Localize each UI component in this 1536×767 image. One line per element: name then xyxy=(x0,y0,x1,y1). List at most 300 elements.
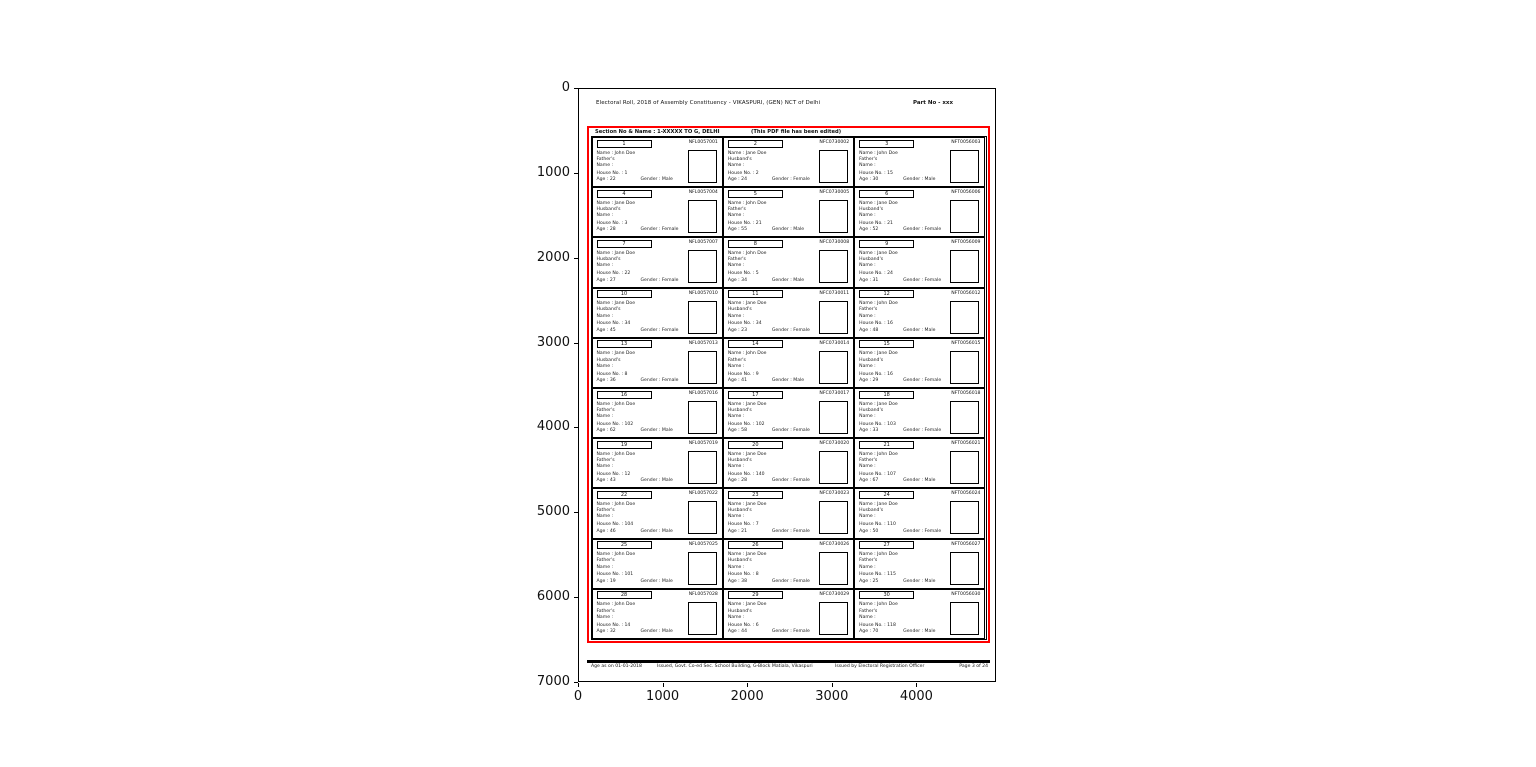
relation-label-line2: Name : xyxy=(596,363,614,369)
footer-divider xyxy=(587,660,990,663)
relation-label-line2: Name : xyxy=(727,213,745,219)
relation-label-line1: Husband's xyxy=(859,407,884,413)
voter-details xyxy=(728,301,820,334)
gender-value: Gender : Male xyxy=(640,578,673,584)
voter-record-cell xyxy=(592,237,723,287)
age-value: Age : 67 xyxy=(859,478,879,484)
x-axis-tick-mark xyxy=(578,683,579,687)
voter-name-line: Name : John Doe xyxy=(596,552,636,558)
relation-label-line1: Father's xyxy=(859,457,878,463)
voter-name-line: Name : Jane Doe xyxy=(727,552,767,558)
serial-number-box: 5 xyxy=(728,190,783,198)
epic-number: NFT0056009 xyxy=(951,240,981,246)
age-gender-line xyxy=(597,177,689,183)
gender-value: Gender : Female xyxy=(903,528,942,534)
voter-details xyxy=(728,351,820,384)
gender-value: Gender : Female xyxy=(640,277,679,283)
age-value: Age : 25 xyxy=(859,578,879,584)
voter-name-line: Name : John Doe xyxy=(859,602,898,608)
age-gender-line xyxy=(728,227,820,233)
section-header-strip xyxy=(591,129,985,137)
voter-name-line: Name : Jane Doe xyxy=(859,351,898,357)
relation-label-line1: Father's xyxy=(727,257,746,263)
age-gender-line xyxy=(728,579,820,585)
relation-label-line2: Name : xyxy=(596,514,614,520)
age-gender-line xyxy=(597,227,689,233)
voter-record-cell xyxy=(592,137,723,187)
age-value: Age : 33 xyxy=(859,428,879,434)
voter-name-line: Name : John Doe xyxy=(596,451,636,457)
voter-details xyxy=(597,502,689,535)
epic-number: NFT0056012 xyxy=(951,290,981,296)
relation-label-line2: Name : xyxy=(859,263,876,269)
house-number-line: House No. : 34 xyxy=(596,321,631,327)
voter-photo-placeholder xyxy=(688,451,717,484)
house-number-line: House No. : 21 xyxy=(727,221,762,227)
voter-photo-placeholder xyxy=(950,301,979,334)
epic-number: NFL0057022 xyxy=(688,491,718,497)
serial-number-box: 3 xyxy=(859,140,914,148)
epic-number: NFC0730002 xyxy=(819,140,850,145)
voter-photo-placeholder xyxy=(819,250,848,283)
house-number-line: House No. : 5 xyxy=(727,271,759,277)
relation-label-line1: Father's xyxy=(859,307,878,313)
epic-number: NFC0730026 xyxy=(819,541,850,547)
y-axis-tick-label: 2000 xyxy=(536,249,570,265)
gender-value: Gender : Male xyxy=(903,327,936,333)
voter-name-line: Name : Jane Doe xyxy=(596,200,636,206)
y-axis-tick-label: 1000 xyxy=(536,164,570,180)
x-axis-tick-label: 4000 xyxy=(899,689,933,704)
age-value: Age : 34 xyxy=(727,277,748,283)
serial-number-box: 18 xyxy=(859,391,914,399)
house-number-line: House No. : 3 xyxy=(596,221,628,227)
voter-record-cell xyxy=(854,137,985,187)
voter-photo-placeholder xyxy=(819,451,848,484)
age-gender-line xyxy=(859,177,951,183)
x-axis-tick-mark xyxy=(663,683,664,687)
house-number-line: House No. : 7 xyxy=(727,522,759,528)
epic-number: NFC0730005 xyxy=(819,190,850,196)
relation-label-line1: Husband's xyxy=(727,508,752,514)
voter-details xyxy=(859,452,951,485)
voter-photo-placeholder xyxy=(950,552,979,585)
age-gender-line xyxy=(859,629,951,635)
house-number-line: House No. : 6 xyxy=(727,622,759,628)
x-axis-tick-label: 2000 xyxy=(730,689,764,704)
voter-name-line: Name : John Doe xyxy=(859,552,898,558)
gender-value: Gender : Male xyxy=(903,578,936,584)
age-value: Age : 45 xyxy=(596,327,616,333)
relation-label-line1: Father's xyxy=(859,558,878,564)
age-gender-line xyxy=(728,177,820,183)
voter-record-cell xyxy=(592,488,723,538)
relation-label-line2: Name : xyxy=(859,163,876,169)
voter-photo-placeholder xyxy=(950,150,979,183)
voter-name-line: Name : Jane Doe xyxy=(727,501,767,507)
epic-number: NFC0730020 xyxy=(819,441,850,447)
page-footer xyxy=(587,664,990,672)
age-value: Age : 28 xyxy=(727,478,748,484)
voter-details xyxy=(859,351,951,384)
edited-note-label: (This PDF file has been edited) xyxy=(751,129,842,135)
gender-value: Gender : Male xyxy=(640,428,673,434)
relation-label-line2: Name : xyxy=(596,464,614,470)
voter-details xyxy=(597,301,689,334)
voter-record-cell xyxy=(723,137,854,187)
relation-label-line2: Name : xyxy=(727,313,745,319)
relation-label-line2: Name : xyxy=(596,614,614,620)
voter-record-cell xyxy=(854,388,985,438)
age-gender-line xyxy=(728,278,820,284)
voter-name-line: Name : John Doe xyxy=(727,200,767,206)
gender-value: Gender : Female xyxy=(771,578,810,584)
serial-number-box: 10 xyxy=(597,290,652,298)
house-number-line: House No. : 8 xyxy=(596,371,628,377)
voter-name-line: Name : Jane Doe xyxy=(727,301,767,307)
age-value: Age : 32 xyxy=(596,628,616,634)
voter-record-cell xyxy=(592,338,723,388)
voter-details xyxy=(859,301,951,334)
epic-number: NFT0056024 xyxy=(951,491,981,497)
house-number-line: House No. : 1 xyxy=(596,170,628,176)
age-gender-line xyxy=(728,328,820,334)
voter-photo-placeholder xyxy=(688,602,717,635)
epic-number: NFC0730014 xyxy=(819,340,850,346)
gender-value: Gender : Male xyxy=(903,478,936,484)
voter-name-line: Name : John Doe xyxy=(596,501,636,507)
gender-value: Gender : Female xyxy=(903,227,942,233)
age-gender-line xyxy=(728,428,820,434)
voter-details xyxy=(859,402,951,435)
voter-photo-placeholder xyxy=(688,250,717,283)
house-number-line: House No. : 107 xyxy=(859,472,896,478)
voter-details xyxy=(597,151,689,184)
age-gender-line xyxy=(859,378,951,384)
voter-record-cell xyxy=(592,539,723,589)
voter-details xyxy=(859,151,951,184)
relation-label-line1: Husband's xyxy=(727,457,752,463)
serial-number-box: 19 xyxy=(597,441,652,449)
voter-name-line: Name : John Doe xyxy=(859,301,898,307)
serial-number-box: 25 xyxy=(597,541,652,549)
voter-details xyxy=(597,251,689,284)
epic-number: NFT0056021 xyxy=(951,441,981,447)
voter-details xyxy=(728,452,820,485)
age-gender-line xyxy=(859,529,951,535)
relation-label-line1: Husband's xyxy=(596,257,621,263)
x-axis-tick-mark xyxy=(916,683,917,687)
epic-number: NFT0056018 xyxy=(951,391,981,396)
voter-photo-placeholder xyxy=(950,351,979,384)
voter-record-cell xyxy=(592,388,723,438)
age-gender-line xyxy=(859,579,951,585)
house-number-line: House No. : 24 xyxy=(859,271,893,277)
voter-record-cell xyxy=(854,187,985,237)
voter-name-line: Name : John Doe xyxy=(596,150,636,156)
voter-photo-placeholder xyxy=(688,501,717,534)
voter-name-line: Name : Jane Doe xyxy=(727,451,767,457)
relation-label-line1: Father's xyxy=(596,508,615,514)
voter-details xyxy=(728,201,820,234)
voter-photo-placeholder xyxy=(950,451,979,484)
age-value: Age : 27 xyxy=(596,277,616,283)
voter-record-cell xyxy=(592,187,723,237)
serial-number-box: 11 xyxy=(728,290,783,298)
voter-name-line: Name : John Doe xyxy=(859,451,898,457)
voter-record-cell xyxy=(723,438,854,488)
relation-label-line2: Name : xyxy=(727,464,745,470)
x-axis-tick-mark xyxy=(747,683,748,687)
voter-details xyxy=(728,251,820,284)
voter-record-cell xyxy=(854,438,985,488)
voter-grid xyxy=(591,136,987,640)
voter-photo-placeholder xyxy=(819,301,848,334)
serial-number-box: 15 xyxy=(859,340,914,348)
voter-name-line: Name : John Doe xyxy=(596,401,636,407)
age-gender-line xyxy=(728,629,820,635)
epic-number: NFC0730023 xyxy=(819,491,850,497)
relation-label-line1: Father's xyxy=(596,608,615,614)
relation-label-line1: Father's xyxy=(596,558,615,564)
age-value: Age : 41 xyxy=(727,377,748,383)
relation-label-line2: Name : xyxy=(596,564,614,570)
serial-number-box: 29 xyxy=(728,591,783,599)
voter-record-cell xyxy=(854,338,985,388)
epic-number: NFL0057016 xyxy=(688,391,718,396)
epic-number: NFL0057010 xyxy=(688,290,718,296)
gender-value: Gender : Male xyxy=(771,277,805,283)
epic-number: NFC0730008 xyxy=(819,240,850,246)
house-number-line: House No. : 101 xyxy=(596,572,634,578)
voter-record-cell xyxy=(723,237,854,287)
serial-number-box: 27 xyxy=(859,541,914,549)
y-axis-tick-label: 6000 xyxy=(536,589,570,605)
age-value: Age : 19 xyxy=(596,578,616,584)
voter-details xyxy=(859,251,951,284)
plot-area xyxy=(578,88,996,682)
relation-label-line2: Name : xyxy=(859,464,876,470)
age-gender-line xyxy=(859,428,951,434)
relation-label-line2: Name : xyxy=(596,213,614,219)
gender-value: Gender : Female xyxy=(771,528,810,534)
house-number-line: House No. : 140 xyxy=(727,472,765,478)
epic-number: NFT0056015 xyxy=(951,340,981,346)
age-value: Age : 23 xyxy=(727,327,748,333)
voter-name-line: Name : John Doe xyxy=(596,602,636,608)
relation-label-line2: Name : xyxy=(727,614,745,620)
voter-name-line: Name : John Doe xyxy=(727,250,767,256)
highlight-rectangle xyxy=(587,126,990,643)
voter-details xyxy=(597,402,689,435)
gender-value: Gender : Male xyxy=(640,528,673,534)
voter-details xyxy=(597,201,689,234)
epic-number: NFL0057019 xyxy=(688,441,718,447)
serial-number-box: 6 xyxy=(859,190,914,198)
voter-record-cell xyxy=(854,539,985,589)
house-number-line: House No. : 34 xyxy=(727,321,762,327)
relation-label-line2: Name : xyxy=(727,564,745,570)
gender-value: Gender : Female xyxy=(903,428,942,434)
serial-number-box: 14 xyxy=(728,340,783,348)
voter-record-cell xyxy=(854,589,985,639)
age-gender-line xyxy=(597,378,689,384)
voter-name-line: Name : Jane Doe xyxy=(727,150,767,156)
relation-label-line1: Husband's xyxy=(596,206,621,212)
house-number-line: House No. : 102 xyxy=(596,421,634,427)
voter-details xyxy=(859,602,951,635)
relation-label-line2: Name : xyxy=(727,514,745,520)
voter-photo-placeholder xyxy=(819,351,848,384)
age-gender-line xyxy=(859,328,951,334)
epic-number: NFC0730017 xyxy=(819,391,850,396)
age-gender-line xyxy=(728,478,820,484)
age-value: Age : 58 xyxy=(727,428,748,434)
gender-value: Gender : Female xyxy=(640,377,679,383)
relation-label-line2: Name : xyxy=(727,163,745,169)
age-gender-line xyxy=(728,378,820,384)
age-gender-line xyxy=(597,278,689,284)
voter-photo-placeholder xyxy=(950,602,979,635)
voter-name-line: Name : Jane Doe xyxy=(859,200,898,206)
voter-record-cell xyxy=(723,539,854,589)
voter-name-line: Name : Jane Doe xyxy=(859,401,898,407)
relation-label-line1: Husband's xyxy=(596,307,621,313)
document-page xyxy=(579,89,995,681)
age-gender-line xyxy=(859,478,951,484)
serial-number-box: 30 xyxy=(859,591,914,599)
gender-value: Gender : Female xyxy=(640,227,679,233)
relation-label-line1: Husband's xyxy=(859,257,884,263)
voter-photo-placeholder xyxy=(950,501,979,534)
relation-label-line2: Name : xyxy=(596,313,614,319)
house-number-line: House No. : 14 xyxy=(596,622,631,628)
voter-photo-placeholder xyxy=(819,150,848,183)
y-axis-tick-label: 5000 xyxy=(536,504,570,520)
voter-photo-placeholder xyxy=(688,351,717,384)
relation-label-line1: Husband's xyxy=(859,508,884,514)
serial-number-box: 2 xyxy=(728,140,783,148)
house-number-line: House No. : 118 xyxy=(859,622,896,628)
part-number-label: Part No - xxx xyxy=(913,100,953,106)
voter-details xyxy=(728,402,820,435)
relation-label-line1: Father's xyxy=(727,206,746,212)
voter-photo-placeholder xyxy=(950,250,979,283)
age-value: Age : 48 xyxy=(859,327,879,333)
serial-number-box: 16 xyxy=(597,391,652,399)
voter-record-cell xyxy=(592,438,723,488)
house-number-line: House No. : 16 xyxy=(859,371,893,377)
serial-number-box: 21 xyxy=(859,441,914,449)
serial-number-box: 13 xyxy=(597,340,652,348)
footer-issuer: Issued by Electoral Registration Officer xyxy=(835,664,925,669)
voter-name-line: Name : John Doe xyxy=(727,351,767,357)
voter-photo-placeholder xyxy=(688,200,717,233)
epic-number: NFL0057028 xyxy=(688,591,718,597)
age-value: Age : 50 xyxy=(859,528,879,534)
house-number-line: House No. : 9 xyxy=(727,371,759,377)
gender-value: Gender : Male xyxy=(771,377,805,383)
age-gender-line xyxy=(597,579,689,585)
relation-label-line1: Husband's xyxy=(727,407,752,413)
relation-label-line1: Husband's xyxy=(727,558,752,564)
gender-value: Gender : Female xyxy=(903,377,942,383)
house-number-line: House No. : 22 xyxy=(596,271,631,277)
relation-label-line1: Father's xyxy=(596,156,615,162)
epic-number: NFL0057013 xyxy=(688,340,718,346)
relation-label-line2: Name : xyxy=(727,414,745,420)
footer-polling-station: Issued, Govt. Co-ed Sec. School Building, G-Block Matiala, Vikaspuri xyxy=(657,664,813,669)
age-value: Age : 36 xyxy=(596,377,616,383)
age-value: Age : 24 xyxy=(727,177,748,183)
relation-label-line1: Husband's xyxy=(727,608,752,614)
relation-label-line1: Husband's xyxy=(596,357,621,363)
serial-number-box: 26 xyxy=(728,541,783,549)
age-value: Age : 38 xyxy=(727,578,748,584)
epic-number: NFC0730011 xyxy=(819,290,850,296)
house-number-line: House No. : 2 xyxy=(727,170,759,176)
x-axis-tick-label: 3000 xyxy=(815,689,849,704)
relation-label-line1: Father's xyxy=(596,457,615,463)
voter-details xyxy=(728,502,820,535)
y-axis-tick-label: 7000 xyxy=(536,674,570,689)
x-axis-tick-mark xyxy=(832,683,833,687)
voter-record-cell xyxy=(723,338,854,388)
voter-details xyxy=(728,552,820,585)
serial-number-box: 23 xyxy=(728,491,783,499)
voter-photo-placeholder xyxy=(819,200,848,233)
voter-photo-placeholder xyxy=(688,401,717,434)
gender-value: Gender : Male xyxy=(903,177,936,183)
relation-label-line2: Name : xyxy=(859,213,876,219)
age-gender-line xyxy=(728,529,820,535)
relation-label-line1: Father's xyxy=(859,156,878,162)
relation-label-line2: Name : xyxy=(859,363,876,369)
house-number-line: House No. : 15 xyxy=(859,170,893,176)
voter-name-line: Name : Jane Doe xyxy=(859,501,898,507)
serial-number-box: 12 xyxy=(859,290,914,298)
house-number-line: House No. : 8 xyxy=(727,572,759,578)
relation-label-line2: Name : xyxy=(727,363,745,369)
voter-details xyxy=(859,552,951,585)
serial-number-box: 8 xyxy=(728,240,783,248)
age-value: Age : 70 xyxy=(859,628,879,634)
gender-value: Gender : Female xyxy=(640,327,679,333)
voter-record-cell xyxy=(854,288,985,338)
serial-number-box: 7 xyxy=(597,240,652,248)
age-value: Age : 46 xyxy=(596,528,616,534)
voter-photo-placeholder xyxy=(950,200,979,233)
voter-photo-placeholder xyxy=(688,552,717,585)
voter-photo-placeholder xyxy=(688,301,717,334)
relation-label-line2: Name : xyxy=(859,564,876,570)
y-axis-tick-label: 3000 xyxy=(536,334,570,350)
gender-value: Gender : Male xyxy=(640,478,673,484)
age-gender-line xyxy=(859,278,951,284)
section-name-label: Section No & Name : 1-XXXXX TO G, DELHI xyxy=(595,129,720,135)
gender-value: Gender : Female xyxy=(771,628,810,634)
relation-label-line1: Husband's xyxy=(727,307,752,313)
relation-label-line1: Husband's xyxy=(859,206,884,212)
age-gender-line xyxy=(597,478,689,484)
y-axis-tick-label: 4000 xyxy=(536,419,570,435)
relation-label-line2: Name : xyxy=(596,263,614,269)
house-number-line: House No. : 104 xyxy=(596,522,634,528)
relation-label-line2: Name : xyxy=(859,614,876,620)
age-gender-line xyxy=(597,328,689,334)
voter-details xyxy=(597,452,689,485)
relation-label-line2: Name : xyxy=(596,414,614,420)
